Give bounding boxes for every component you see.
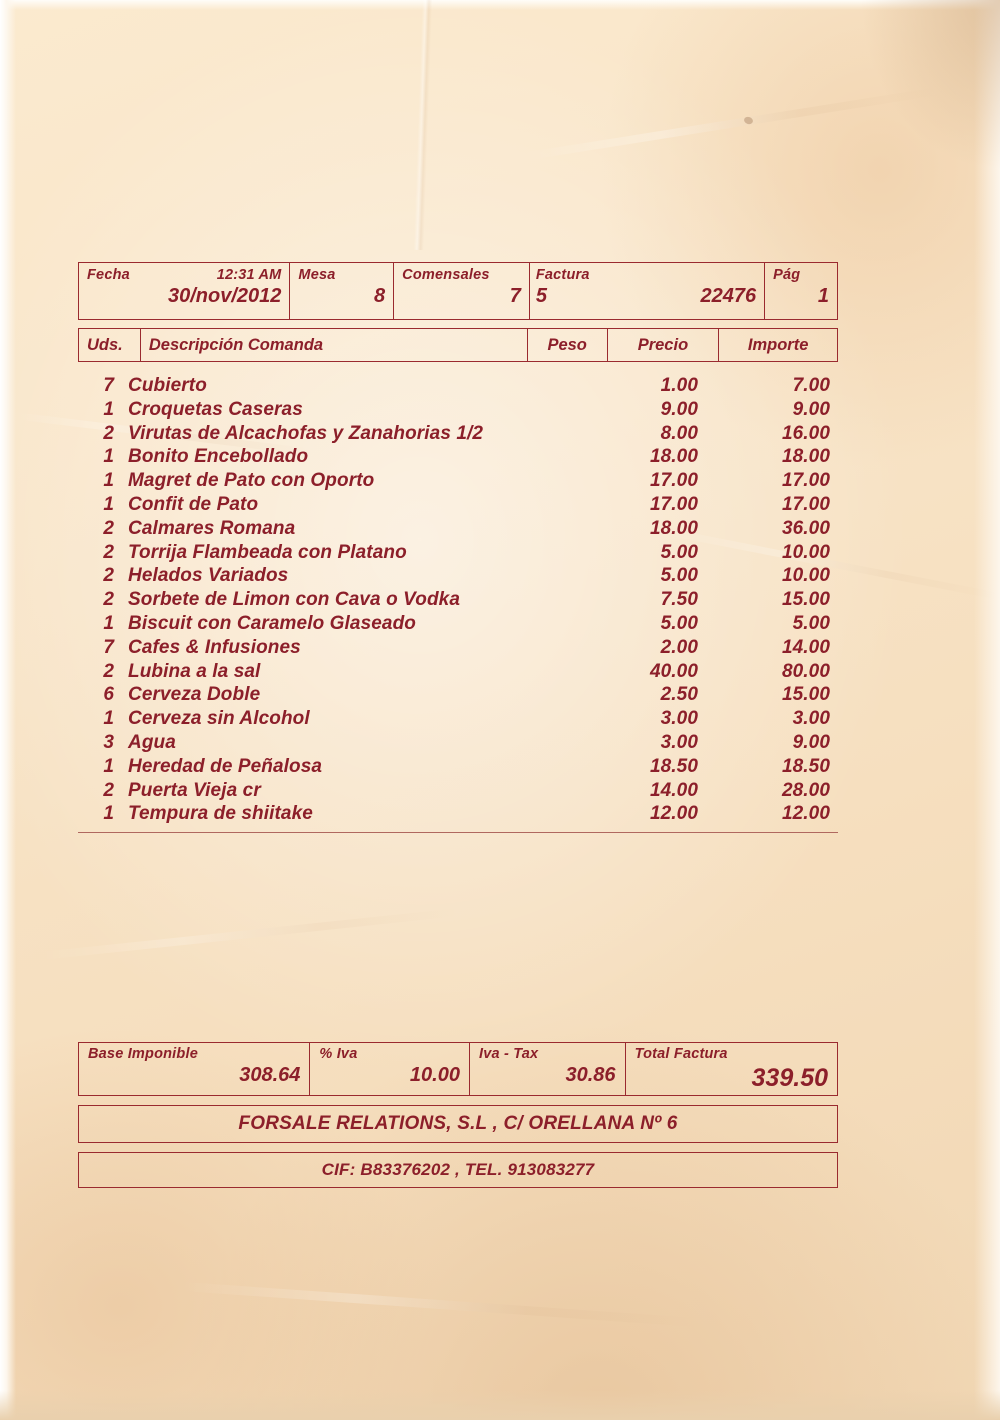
receipt-totals-section [78, 1042, 838, 1188]
line-item-description: Cubierto [128, 375, 207, 396]
footer-fiscal-line: CIF: B83376202 , TEL. 913083277 [78, 1152, 838, 1188]
line-item-description: Croquetas Caseras [128, 398, 303, 420]
line-item-quantity: 1 [103, 612, 114, 634]
receipt-header-table [78, 262, 838, 320]
line-item-unit-price: 18.00 [649, 517, 698, 539]
line-item-quantity: 1 [103, 803, 114, 825]
line-item-quantity: 1 [103, 755, 114, 777]
line-item-unit-price: 7.50 [660, 589, 698, 611]
paper-crease-vertical [414, 0, 433, 250]
line-item-unit-price: 2.50 [660, 684, 698, 706]
line-item-row [78, 660, 838, 684]
line-item-row [78, 802, 838, 826]
paper-speck [743, 116, 754, 125]
header-cell-comensales [394, 263, 530, 319]
paper-corner-shadow [860, 0, 1000, 170]
receipt-body [78, 262, 838, 833]
line-item-unit-price: 1.00 [660, 375, 698, 396]
line-item-row [78, 755, 838, 779]
line-item-amount: 12.00 [781, 803, 830, 825]
line-item-amount: 14.00 [781, 636, 830, 658]
totals-value-total-factura: 339.50 [751, 1064, 828, 1092]
line-item-row [78, 469, 838, 493]
line-item-amount: 3.00 [792, 708, 830, 730]
column-header-importe: Importe [747, 335, 809, 354]
line-item-row [78, 374, 838, 398]
column-header-precio: Precio [608, 329, 720, 361]
line-item-description: Torrija Flambeada con Platano [128, 541, 407, 563]
line-item-description: Tempura de shiitake [128, 803, 313, 825]
line-item-unit-price: 18.50 [649, 755, 698, 777]
line-item-description: Lubina a la sal [128, 660, 261, 682]
header-value-mesa: 8 [374, 285, 386, 307]
line-item-quantity: 6 [103, 684, 114, 706]
line-item-unit-price: 14.00 [649, 779, 698, 801]
line-item-description: Bonito Encebollado [128, 446, 309, 468]
line-item-amount: 16.00 [781, 422, 830, 444]
header-label-pag: Pág [773, 267, 801, 283]
line-item-unit-price: 18.00 [649, 446, 698, 468]
line-item-unit-price: 5.00 [660, 612, 698, 634]
line-item-unit-price: 3.00 [660, 708, 698, 730]
line-item-row [78, 422, 838, 446]
line-item-description: Magret de Pato con Oporto [128, 470, 375, 492]
receipt-line-items [78, 374, 838, 833]
line-item-amount: 5.00 [792, 612, 830, 634]
paper-crease-bottom [180, 1282, 699, 1327]
line-item-amount: 9.00 [792, 731, 830, 753]
line-item-row [78, 398, 838, 422]
line-item-quantity: 2 [103, 517, 114, 539]
totals-table [78, 1042, 838, 1096]
line-item-description: Helados Variados [128, 565, 289, 587]
line-item-row [78, 612, 838, 636]
line-item-description: Virutas de Alcachofas y Zanahorias 1/2 [128, 422, 484, 444]
paper-right-edge [974, 0, 1000, 1420]
header-cell-factura [530, 263, 765, 319]
header-value-fecha: 30/nov/2012 [168, 285, 282, 307]
line-item-description: Confit de Pato [128, 493, 259, 515]
line-item-row [78, 636, 838, 660]
header-value-factura-numero: 22476 [700, 285, 757, 307]
receipt-column-headers [78, 328, 838, 362]
line-item-row [78, 564, 838, 588]
line-item-amount: 18.50 [781, 755, 830, 777]
line-item-row [78, 683, 838, 707]
line-item-quantity: 1 [103, 493, 114, 515]
line-item-amount: 17.00 [781, 493, 830, 515]
line-item-amount: 10.00 [781, 541, 830, 563]
header-value-comensales: 7 [509, 285, 521, 307]
line-item-row [78, 588, 838, 612]
header-cell-pag [765, 263, 837, 319]
line-item-description: Calmares Romana [128, 517, 296, 539]
line-item-row [78, 707, 838, 731]
totals-value-iva-tax: 30.86 [565, 1064, 616, 1086]
line-item-quantity: 3 [103, 731, 114, 753]
header-time: 12:31 AM [216, 267, 282, 283]
line-item-description: Puerta Vieja cr [128, 779, 261, 801]
line-item-quantity: 1 [103, 446, 114, 468]
line-item-unit-price: 12.00 [649, 803, 698, 825]
totals-cell-iva-tax [470, 1043, 626, 1095]
line-item-unit-price: 40.00 [649, 660, 698, 682]
line-item-unit-price: 8.00 [660, 422, 698, 444]
line-item-description: Heredad de Peñalosa [128, 755, 323, 777]
line-item-description: Cafes & Infusiones [128, 636, 301, 658]
line-item-quantity: 7 [103, 375, 114, 396]
line-item-quantity: 2 [103, 541, 114, 563]
column-header-descripcion: Descripción Comanda [141, 329, 528, 361]
totals-label-total-factura: Total Factura [634, 1046, 728, 1062]
line-item-quantity: 7 [103, 636, 114, 658]
line-item-row [78, 517, 838, 541]
line-item-unit-price: 17.00 [649, 470, 698, 492]
line-item-quantity: 1 [103, 708, 114, 730]
totals-value-iva-pct: 10.00 [409, 1064, 460, 1086]
header-value-pag: 1 [817, 285, 829, 307]
line-item-quantity: 2 [103, 589, 114, 611]
paper-crease-diagonal-top [522, 87, 938, 161]
line-item-unit-price: 5.00 [660, 565, 698, 587]
line-item-row [78, 731, 838, 755]
totals-label-base-imponible: Base Imponible [88, 1046, 198, 1062]
line-item-amount: 15.00 [781, 684, 830, 706]
totals-label-iva-pct: % Iva [319, 1046, 358, 1062]
paper-left-torn-edge [0, 0, 16, 1420]
line-item-row [78, 493, 838, 517]
line-item-amount: 36.00 [781, 517, 830, 539]
totals-cell-base-imponible [79, 1043, 310, 1095]
line-item-amount: 15.00 [781, 589, 830, 611]
header-label-fecha: Fecha [87, 267, 130, 283]
line-item-quantity: 2 [103, 660, 114, 682]
header-cell-fecha [79, 263, 290, 319]
totals-label-iva-tax: Iva - Tax [478, 1046, 539, 1062]
line-item-unit-price: 17.00 [649, 493, 698, 515]
column-header-uds: Uds. [79, 329, 141, 361]
line-item-row [78, 445, 838, 469]
line-item-description: Biscuit con Caramelo Glaseado [128, 612, 416, 634]
totals-value-base-imponible: 308.64 [239, 1064, 301, 1086]
line-item-amount: 7.00 [792, 375, 830, 396]
line-item-description: Cerveza Doble [128, 684, 261, 706]
header-value-factura-serie: 5 [535, 285, 547, 307]
line-item-quantity: 2 [103, 422, 114, 444]
line-item-description: Agua [128, 731, 176, 753]
header-label-mesa: Mesa [298, 267, 336, 283]
line-item-unit-price: 3.00 [660, 731, 698, 753]
totals-cell-total-factura [626, 1043, 837, 1095]
paper-top-edge [0, 0, 1000, 10]
column-header-peso: Peso [528, 329, 608, 361]
line-item-amount: 17.00 [781, 470, 830, 492]
line-item-row [78, 779, 838, 803]
line-item-amount: 10.00 [781, 565, 830, 587]
header-cell-mesa [290, 263, 394, 319]
paper-crease-lower-left [41, 908, 460, 960]
totals-cell-iva-pct [310, 1043, 470, 1095]
line-item-amount: 18.00 [781, 446, 830, 468]
line-item-unit-price: 2.00 [660, 636, 698, 658]
header-label-factura: Factura [535, 267, 590, 283]
line-item-row [78, 541, 838, 565]
line-item-quantity: 1 [103, 470, 114, 492]
line-item-amount: 9.00 [792, 398, 830, 420]
line-item-quantity: 2 [103, 565, 114, 587]
line-item-description: Sorbete de Limon con Cava o Vodka [128, 589, 460, 611]
paper-bottom-edge [0, 1390, 1000, 1420]
line-item-amount: 80.00 [781, 660, 830, 682]
line-item-description: Cerveza sin Alcohol [128, 708, 310, 730]
header-label-comensales: Comensales [402, 267, 490, 283]
line-item-quantity: 2 [103, 779, 114, 801]
line-item-unit-price: 5.00 [660, 541, 698, 563]
line-item-quantity: 1 [103, 398, 114, 420]
line-item-amount: 28.00 [781, 779, 830, 801]
footer-company-line: FORSALE RELATIONS, S.L , C/ ORELLANA Nº 6 [78, 1105, 838, 1143]
line-item-unit-price: 9.00 [660, 398, 698, 420]
